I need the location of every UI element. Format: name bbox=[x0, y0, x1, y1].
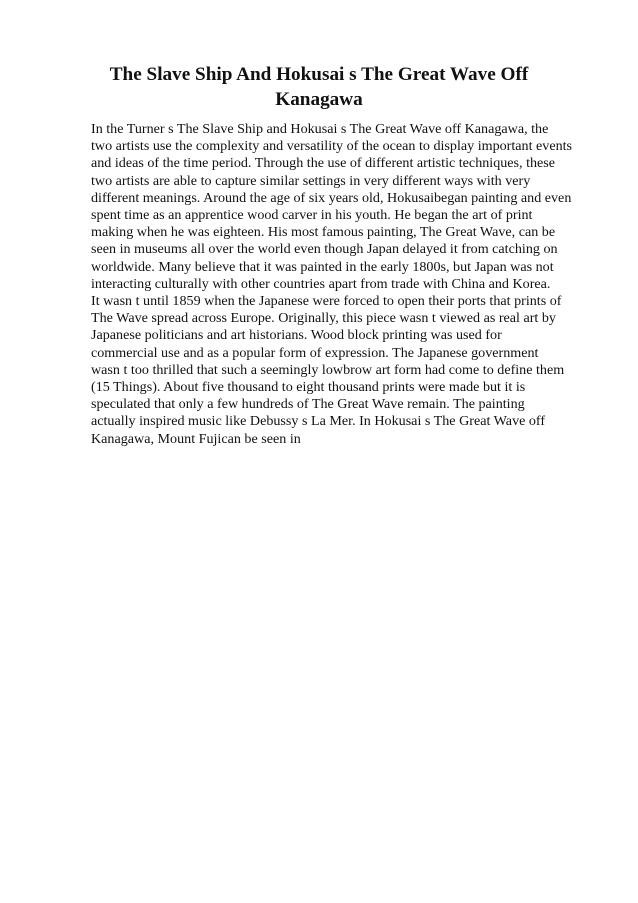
body-line-15: wasn t too thrilled that such a seemingly lowbrow art form had come to define them bbox=[91, 361, 565, 378]
body-line-14: commercial use and as a popular form of expression. The Japanese government bbox=[91, 344, 539, 361]
document-title bbox=[95, 62, 543, 112]
body-line-2: two artists use the complexity and versatility of the ocean to display important events bbox=[91, 138, 573, 155]
body-line-5: different meanings. Around the age of six years old, Hokusaibegan painting and even bbox=[91, 189, 572, 206]
body-line-11: It wasn t until 1859 when the Japanese were forced to open their ports that prints of bbox=[91, 293, 562, 310]
title-line-2: Kanagawa bbox=[275, 89, 363, 110]
body-line-3: and ideas of the time period. Through the use of different artistic techniques, these bbox=[91, 155, 556, 172]
body-line-9: worldwide. Many believe that it was painted in the early 1800s, but Japan was not bbox=[91, 258, 554, 275]
body-line-7: making when he was eighteen. His most famous painting, The Great Wave, can be bbox=[91, 224, 556, 241]
body-line-18: actually inspired music like Debussy s La Mer. In Hokusai s The Great Wave off bbox=[91, 413, 546, 430]
body-line-17: speculated that only a few hundreds of The Great Wave remain. The painting bbox=[91, 396, 525, 413]
title-line-1: The Slave Ship And Hokusai s The Great Wave Off bbox=[109, 64, 529, 85]
body-line-8: seen in museums all over the world even though Japan delayed it from catching on bbox=[91, 241, 558, 258]
body-line-19: Kanagawa, Mount Fujican be seen in bbox=[91, 430, 301, 447]
body-line-6: spent time as an apprentice wood carver in his youth. He began the art of print bbox=[91, 207, 533, 224]
body-line-12: The Wave spread across Europe. Originally, this piece wasn t viewed as real art by bbox=[91, 310, 556, 327]
body-line-16: (15 Things). About five thousand to eight thousand prints were made but it is bbox=[91, 379, 526, 396]
body-line-13: Japanese politicians and art historians. Wood block printing was used for bbox=[91, 327, 502, 344]
body-line-4: two artists are able to capture similar settings in very different ways with very bbox=[91, 172, 531, 189]
body-text bbox=[91, 121, 601, 448]
body-line-1: In the Turner s The Slave Ship and Hokusai s The Great Wave off Kanagawa, the bbox=[91, 121, 549, 137]
body-line-10: interacting culturally with other countries apart from trade with China and Korea. bbox=[91, 275, 551, 292]
